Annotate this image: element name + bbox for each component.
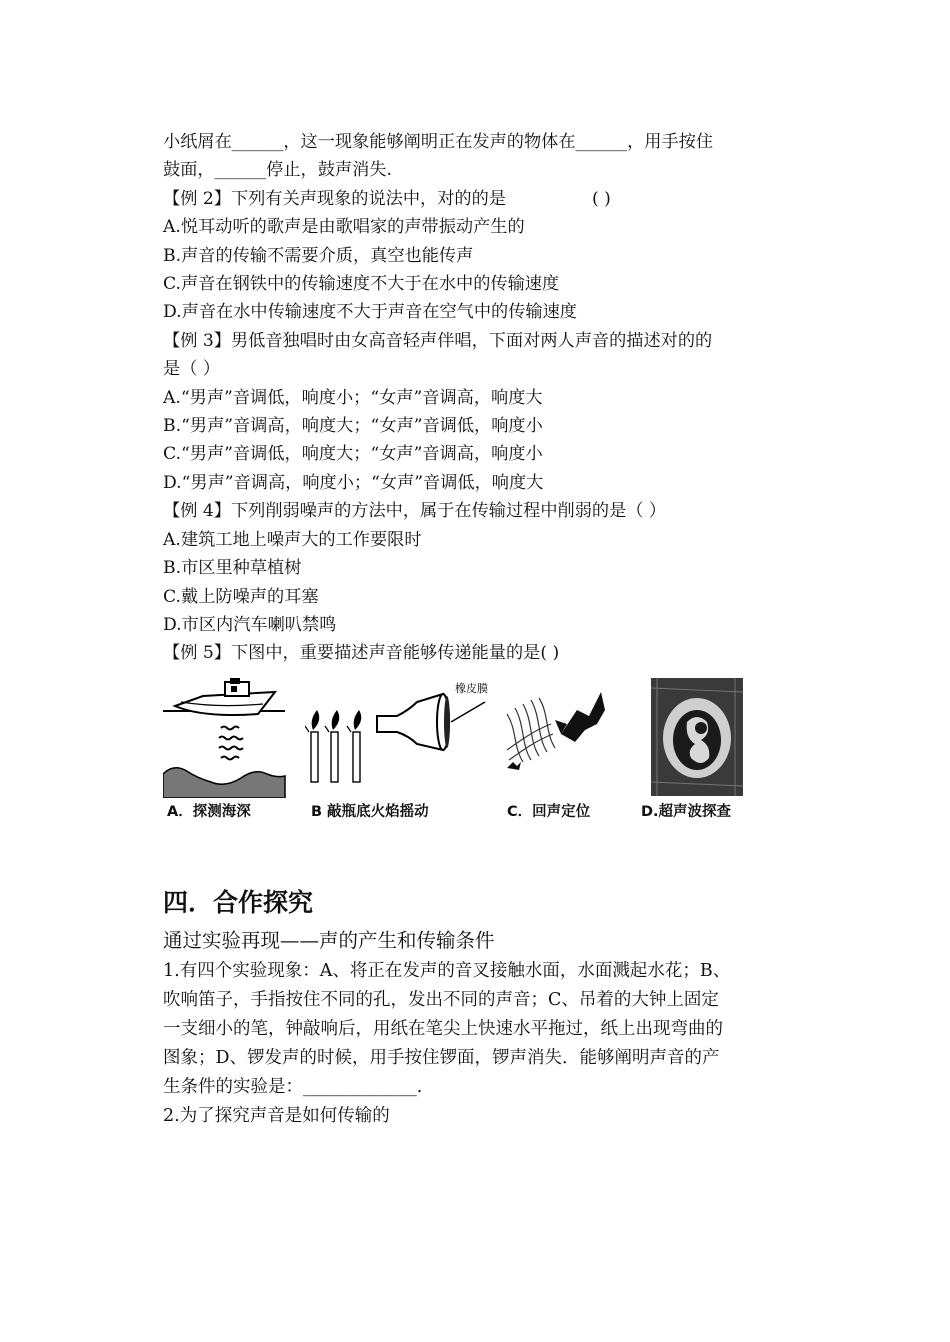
question-3-stem-line-1: 【例 3】男低音独唱时由女高音轻声伴唱，下面对两人声音的描述对的的 xyxy=(163,330,713,351)
question-2-option-d: D.声音在水中传输速度不大于声音在空气中的传输速度 xyxy=(163,302,577,323)
experiment-paragraph-line-2: 吹响笛子，手指按住不同的孔，发出不同的声音；C、吊着的大钟上固定 xyxy=(163,989,719,1010)
question-4-option-c: C.戴上防噪声的耳塞 xyxy=(163,586,319,607)
caption-c: C．回声定位 xyxy=(507,803,591,820)
section-4-subtitle: 通过实验再现——声的产生和传输条件 xyxy=(163,928,495,952)
question-4-option-d: D.市区内汽车喇叭禁鸣 xyxy=(163,614,337,635)
ultrasound-image-figure xyxy=(651,678,743,796)
question-3-option-a: A.“男声”音调低，响度小；“女声”音调高，响度大 xyxy=(163,387,543,408)
experiment-item-2: 2.为了探究声音是如何传输的 xyxy=(163,1105,390,1126)
question-5-figures xyxy=(163,670,803,828)
experiment-paragraph-line-3: 一支细小的笔，钟敲响后，用纸在笔尖上快速水平拖过，纸上出现弯曲的 xyxy=(163,1018,723,1039)
question-2-text: 【例 2】下列有关声现象的说法中，对的的是 xyxy=(163,188,506,209)
question-2-option-c: C.声音在钢铁中的传输速度不大于在水中的传输速度 xyxy=(163,274,560,295)
question-3-stem-line-2: 是（ ） xyxy=(163,359,221,380)
intro-line-1: 小纸屑在______，这一现象能够阐明正在发声的物体在______，用手按住 xyxy=(163,132,714,152)
question-5-stem: 【例 5】下图中，重要描述声音能够传递能量的是( ) xyxy=(163,643,560,664)
question-2-option-b: B.声音的传输不需要介质，真空也能传声 xyxy=(163,245,474,266)
question-4-option-b: B.市区里种草植树 xyxy=(163,558,302,579)
intro-line-2: 鼓面，______停止，鼓声消失. xyxy=(163,160,392,181)
membrane-label: 橡皮膜 xyxy=(455,681,488,695)
caption-a: A．探测海深 xyxy=(167,803,251,820)
question-4-option-a: A.建筑工地上噪声大的工作要限时 xyxy=(163,529,422,550)
question-3-option-b: B.“男声”音调高，响度大；“女声”音调低，响度小 xyxy=(163,416,543,437)
answer-paren: ( ) xyxy=(591,188,611,209)
experiment-paragraph-line-1: 1.有四个实验现象：A、将正在发声的音叉接触水面，水面溅起水花；B、 xyxy=(163,960,731,981)
candle-bottle-figure xyxy=(305,680,505,790)
document-page xyxy=(163,128,803,1131)
experiment-paragraph-line-4: 图象；D、锣发声的时候，用手按住锣面，锣声消失．能够阐明声音的产 xyxy=(163,1047,720,1068)
question-3-option-c: C.“男声”音调低，响度大；“女声”音调高，响度小 xyxy=(163,444,543,465)
caption-b: B 敲瓶底火焰摇动 xyxy=(311,803,429,820)
question-4-stem: 【例 4】下列削弱噪声的方法中，属于在传输过程中削弱的是（ ） xyxy=(163,501,667,522)
experiment-paragraph-line-5: 生条件的实验是：_____________. xyxy=(163,1076,423,1097)
question-2-stem xyxy=(163,185,803,213)
question-3-option-d: D.“男声”音调高，响度小；“女声”音调低，响度大 xyxy=(163,472,544,493)
caption-d: D.超声波探查 xyxy=(641,803,732,820)
section-4-heading: 四．合作探究 xyxy=(163,887,314,917)
question-2-option-a: A.悦耳动听的歌声是由歌唱家的声带振动产生的 xyxy=(163,217,525,238)
bat-echolocation-figure xyxy=(505,690,613,780)
boat-sonar-figure xyxy=(163,678,288,798)
